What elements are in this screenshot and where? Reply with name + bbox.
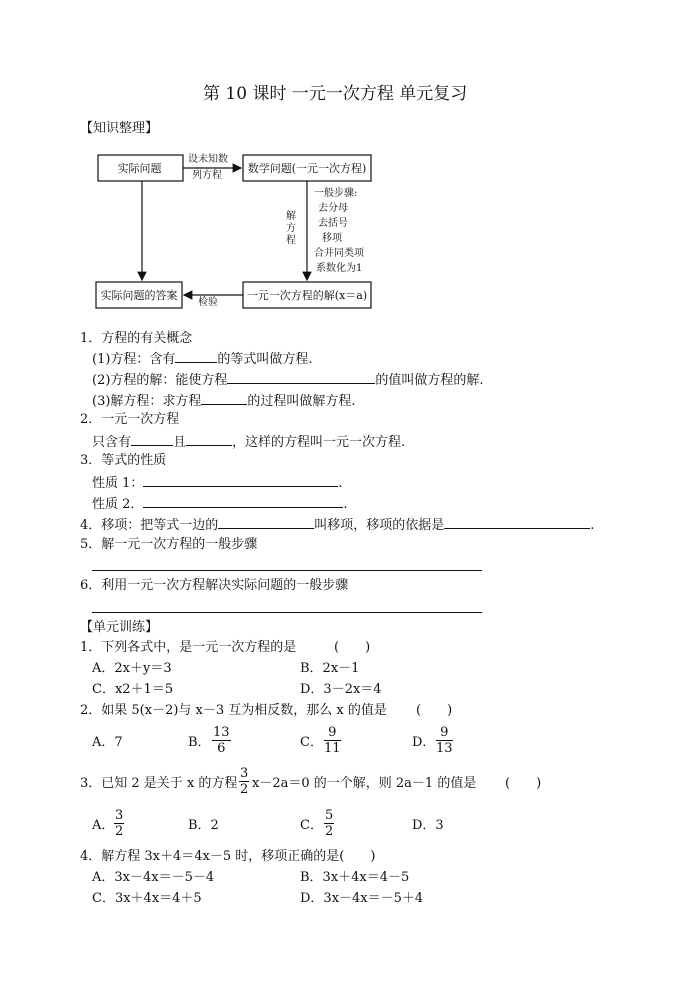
blank-field[interactable] (143, 474, 338, 487)
k3-property-2: 性质 2． . (92, 497, 348, 512)
q2-option-d-label: D． (412, 735, 436, 750)
q2-option-c-label: C． (300, 735, 323, 750)
k1-line-2: (2)方程的解：能使方程 的值叫做方程的解. (92, 373, 484, 388)
section-knowledge-heading: 【知识整理】 (80, 121, 159, 136)
blank-field[interactable] (227, 371, 375, 384)
q4-option-a: A．3x－4x＝－5－4 (92, 870, 215, 885)
k2-heading: 2．一元一次方程 (80, 412, 180, 427)
answer-line[interactable] (92, 612, 482, 613)
q4-option-b: B．3x＋4x＝4－5 (300, 870, 410, 885)
q1-answer-paren[interactable]: ( ) (334, 640, 371, 655)
q1-option-c: C．x2＋1＝5 (92, 682, 174, 697)
steps-item: 去分母 (318, 203, 348, 214)
blank-field[interactable] (186, 433, 232, 446)
page-title: 第 10 课时 一元一次方程 单元复习 (203, 84, 468, 104)
solve-label-1: 解 (286, 211, 296, 222)
q2-option-d-fraction: $\frac{9}{13}$ (436, 725, 453, 756)
q1-option-b: B．2x－1 (300, 661, 360, 676)
box-solution-label: 一元一次方程的解(x＝a) (246, 289, 368, 302)
q3-option-d: D．3 (412, 818, 444, 833)
k6-heading: 6．利用一元一次方程解决实际问题的一般步骤 (80, 578, 349, 593)
q2-option-b-label: B． (188, 735, 211, 750)
q4-stem: 4．解方程 3x＋4＝4x－5 时，移项正确的是( ) (80, 849, 376, 864)
q4-option-d: D．3x－4x＝－5＋4 (300, 891, 424, 906)
q2-option-b-fraction: $\frac{13}{6}$ (213, 725, 230, 756)
steps-item: 去括号 (318, 218, 348, 229)
k2-line: 只含有 且 ，这样的方程叫一元一次方程. (92, 435, 406, 450)
k1-line-1: (1)方程：含有 的等式叫做方程. (92, 352, 313, 367)
k4-line: 4．移项：把等式一边的 叫移项，移项的依据是 . (80, 518, 595, 533)
q3-option-c-label: C． (300, 818, 323, 833)
box-real-answer-label: 实际问题的答案 (100, 289, 178, 302)
q3-stem-pre: 3．已知 2 是关于 x 的方程 (80, 776, 238, 791)
k5-heading: 5．解一元一次方程的一般步骤 (80, 537, 258, 552)
q3-coefficient-fraction: $\frac{3}{2}$ (240, 766, 249, 797)
q3-option-b: B．2 (188, 818, 219, 833)
box-real-problem-label: 实际问题 (117, 162, 162, 175)
k3-heading: 3．等式的性质 (80, 453, 167, 468)
solve-label-3: 程 (286, 235, 296, 246)
q3-stem-post: x－2a＝0 的一个解，则 2a－1 的值是 (252, 776, 477, 791)
k1-heading: 1．方程的有关概念 (80, 331, 193, 346)
steps-item: 移项 (322, 233, 342, 244)
blank-field[interactable] (175, 350, 217, 363)
blank-field[interactable] (444, 516, 590, 529)
q3-option-a-fraction: $\frac{3}{2}$ (115, 808, 124, 839)
steps-item: 系数化为1 (316, 263, 363, 274)
steps-item: 合并同类项 (314, 248, 364, 259)
section-training-heading: 【单元训练】 (80, 620, 159, 635)
arrow-top-label-2: 列方程 (192, 170, 222, 181)
blank-field[interactable] (201, 392, 247, 405)
q1-option-a: A．2x＋y＝3 (92, 661, 172, 676)
solve-label-2: 方 (286, 223, 296, 234)
q1-stem: 1．下列各式中，是一元一次方程的是 (80, 640, 297, 655)
blank-field[interactable] (131, 433, 173, 446)
k1-line-3: (3)解方程：求方程 的过程叫做解方程. (92, 394, 356, 409)
answer-line[interactable] (92, 570, 482, 571)
q3-answer-paren[interactable]: ( ) (505, 776, 542, 791)
box-math-problem-label: 数学问题(一元一次方程) (247, 162, 367, 175)
q2-option-a: A．7 (92, 735, 123, 750)
q2-answer-paren[interactable]: ( ) (416, 703, 453, 718)
k3-property-1: 性质 1： . (92, 476, 343, 491)
q3-option-c-fraction: $\frac{5}{2}$ (325, 808, 334, 839)
q2-stem: 2．如果 5(x－2)与 x－3 互为相反数，那么 x 的值是 (80, 703, 387, 718)
arrow-top-label-1: 设未知数 (188, 154, 228, 165)
q3-option-a-label: A． (92, 818, 115, 833)
steps-item: 一般步骤: (314, 188, 358, 199)
q4-option-c: C．3x＋4x＝4＋5 (92, 891, 202, 906)
q2-option-c-fraction: $\frac{9}{11}$ (324, 725, 341, 756)
blank-field[interactable] (143, 495, 343, 508)
arrow-bottom-label: 检验 (198, 297, 218, 308)
q1-option-d: D．3－2x＝4 (300, 682, 382, 697)
blank-field[interactable] (218, 516, 314, 529)
